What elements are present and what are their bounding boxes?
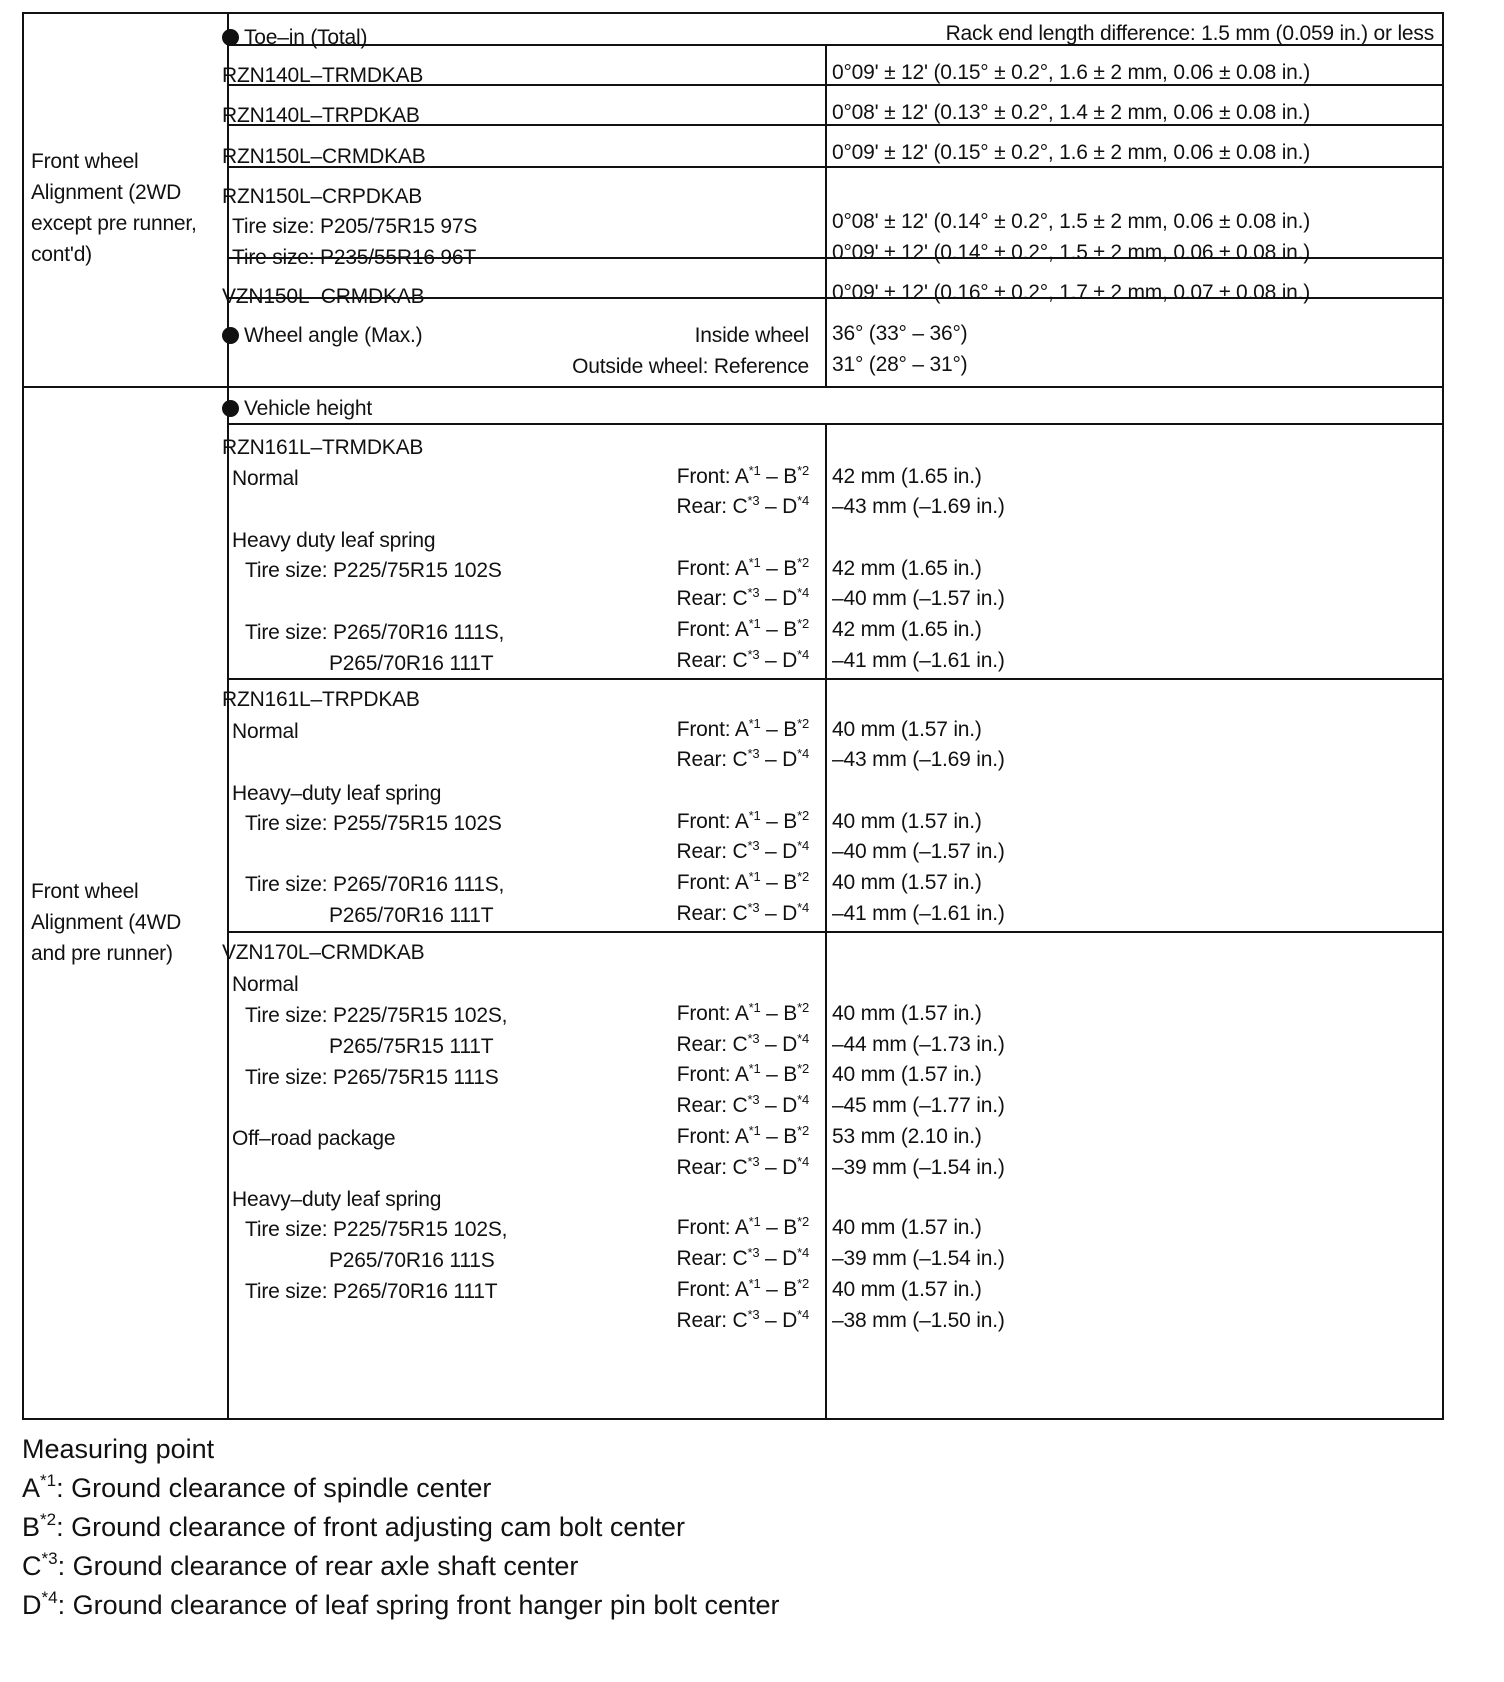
- front-measure-label: Front: $A^{*1} - B^{*2}$: [676, 616, 809, 641]
- height-value: 42 mm (1.65 in.): [832, 465, 982, 488]
- outside-wheel-value: 31° (28° – 31°): [832, 353, 968, 376]
- front-measure-label: Front: $A^{*1} - B^{*2}$: [676, 808, 809, 833]
- tire-size: P265/70R16 111T: [329, 652, 494, 675]
- toe-in-value: 0°09' ± 12' (0.14° ± 0.2°, 1.5 ± 2 mm, 0.06 ± 0.08 in.): [832, 241, 1311, 264]
- model-name: VZN170L–CRMDKAB: [222, 941, 425, 964]
- outside-wheel-label: Outside wheel: Reference: [572, 355, 809, 378]
- rear-measure-label: Rear: $C^{*3} - D^{*4}$: [676, 1092, 809, 1117]
- model-name: RZN150L–CRPDKAB: [222, 185, 423, 208]
- height-value: –41 mm (–1.61 in.): [832, 649, 1005, 672]
- bullet-icon: [222, 327, 239, 344]
- model-name: RZN161L–TRPDKAB: [222, 688, 420, 711]
- rear-measure-label: Rear: $C^{*3} - D^{*4}$: [676, 1031, 809, 1056]
- spec-label: Normal: [232, 973, 299, 996]
- height-value: –43 mm (–1.69 in.): [832, 495, 1005, 518]
- height-value: –43 mm (–1.69 in.): [832, 748, 1005, 771]
- spec-label: Normal: [232, 467, 299, 490]
- toe-in-value: 0°08' ± 12' (0.13° ± 0.2°, 1.4 ± 2 mm, 0.06 ± 0.08 in.): [832, 101, 1311, 124]
- height-value: 40 mm (1.57 in.): [832, 1216, 982, 1239]
- vehicle-height-heading: Vehicle height: [222, 397, 372, 421]
- tire-size: P265/70R16 111S: [329, 1249, 495, 1272]
- spec-label: Heavy–duty leaf spring: [232, 782, 442, 805]
- rear-measure-label: Rear: $C^{*3} - D^{*4}$: [676, 746, 809, 771]
- tire-size: P265/75R15 111T: [329, 1035, 494, 1058]
- toe-in-value: 0°08' ± 12' (0.14° ± 0.2°, 1.5 ± 2 mm, 0.06 ± 0.08 in.): [832, 210, 1311, 233]
- tire-size: Tire size: P265/70R16 111S,: [245, 621, 505, 644]
- bullet-icon: [222, 29, 239, 46]
- tire-size: Tire size: P225/75R15 102S,: [245, 1218, 508, 1241]
- rear-measure-label: Rear: $C^{*3} - D^{*4}$: [676, 1154, 809, 1179]
- rear-measure-label: Rear: $C^{*3} - D^{*4}$: [676, 1245, 809, 1270]
- divider: [1442, 14, 1444, 1418]
- front-measure-label: Front: $A^{*1} - B^{*2}$: [676, 716, 809, 741]
- height-value: –40 mm (–1.57 in.): [832, 587, 1005, 610]
- spec-label: Normal: [232, 720, 299, 743]
- divider: [227, 931, 1442, 933]
- height-value: –41 mm (–1.61 in.): [832, 902, 1005, 925]
- height-value: 53 mm (2.10 in.): [832, 1125, 982, 1148]
- model-name: RZN150L–CRMDKAB: [222, 145, 426, 168]
- toe-in-value: 0°09' ± 12' (0.16° ± 0.2°, 1.7 ± 2 mm, 0.07 ± 0.08 in.): [832, 281, 1311, 304]
- tire-size: Tire size: P265/70R16 111T: [245, 1280, 498, 1303]
- spec-label: Heavy duty leaf spring: [232, 529, 436, 552]
- front-measure-label: Front: $A^{*1} - B^{*2}$: [676, 1061, 809, 1086]
- note-item: $B^{*2}$: Ground clearance of front adjusting cam bolt center: [22, 1510, 685, 1542]
- rear-measure-label: Rear: $C^{*3} - D^{*4}$: [676, 585, 809, 610]
- front-measure-label: Front: $A^{*1} - B^{*2}$: [676, 555, 809, 580]
- tire-size: Tire size: P225/75R15 102S,: [245, 1004, 508, 1027]
- height-value: –44 mm (–1.73 in.): [832, 1033, 1005, 1056]
- note-item: $C^{*3}$: Ground clearance of rear axle shaft center: [22, 1549, 579, 1581]
- rear-measure-label: Rear: $C^{*3} - D^{*4}$: [676, 493, 809, 518]
- height-value: 42 mm (1.65 in.): [832, 557, 982, 580]
- rear-measure-label: Rear: $C^{*3} - D^{*4}$: [676, 900, 809, 925]
- tire-size: Tire size: P205/75R15 97S: [232, 215, 478, 238]
- model-name: VZN150L–CRMDKAB: [222, 285, 425, 308]
- height-value: –39 mm (–1.54 in.): [832, 1247, 1005, 1270]
- rear-measure-label: Rear: $C^{*3} - D^{*4}$: [676, 838, 809, 863]
- divider: [825, 44, 827, 387]
- divider: [227, 14, 229, 1418]
- divider: [227, 423, 1442, 425]
- category-label: Front wheel Alignment (4WD and pre runner): [31, 880, 182, 965]
- rear-measure-label: Rear: $C^{*3} - D^{*4}$: [676, 1307, 809, 1332]
- divider: [825, 424, 827, 1418]
- rear-measure-label: Rear: $C^{*3} - D^{*4}$: [676, 647, 809, 672]
- height-value: –40 mm (–1.57 in.): [832, 840, 1005, 863]
- height-value: 40 mm (1.57 in.): [832, 810, 982, 833]
- tire-size: Tire size: P265/70R16 111S,: [245, 873, 505, 896]
- front-measure-label: Front: $A^{*1} - B^{*2}$: [676, 1000, 809, 1025]
- note-item: $A^{*1}$: Ground clearance of spindle center: [22, 1471, 492, 1503]
- height-value: –38 mm (–1.50 in.): [832, 1309, 1005, 1332]
- note-item: $D^{*4}$: Ground clearance of leaf spring front hanger pin bolt center: [22, 1588, 780, 1620]
- tire-size: Tire size: P255/75R15 102S: [245, 812, 502, 835]
- bullet-icon: [222, 400, 239, 417]
- height-value: 40 mm (1.57 in.): [832, 1063, 982, 1086]
- measuring-point-notes: [22, 1430, 780, 1625]
- category-label: Front wheel Alignment (2WD except pre runner, cont'd): [31, 150, 197, 266]
- front-measure-label: Front: $A^{*1} - B^{*2}$: [676, 869, 809, 894]
- toe-in-value: 0°09' ± 12' (0.15° ± 0.2°, 1.6 ± 2 mm, 0.06 ± 0.08 in.): [832, 61, 1311, 84]
- toe-in-value: 0°09' ± 12' (0.15° ± 0.2°, 1.6 ± 2 mm, 0.06 ± 0.08 in.): [832, 141, 1311, 164]
- tire-size: Tire size: P235/55R16 96T: [232, 246, 477, 269]
- divider: [24, 386, 1442, 388]
- model-name: RZN161L–TRMDKAB: [222, 436, 424, 459]
- height-value: 42 mm (1.65 in.): [832, 618, 982, 641]
- front-measure-label: Front: $A^{*1} - B^{*2}$: [676, 1276, 809, 1301]
- inside-wheel-value: 36° (33° – 36°): [832, 322, 968, 345]
- toe-in-heading: Toe–in (Total): [222, 26, 367, 50]
- inside-wheel-label: Inside wheel: [694, 324, 809, 347]
- model-name: RZN140L–TRMDKAB: [222, 64, 424, 87]
- height-value: 40 mm (1.57 in.): [832, 1278, 982, 1301]
- height-value: 40 mm (1.57 in.): [832, 718, 982, 741]
- spec-label: Heavy–duty leaf spring: [232, 1188, 442, 1211]
- wheel-angle-heading: Wheel angle (Max.): [222, 324, 422, 348]
- notes-title: Measuring point: [22, 1434, 215, 1464]
- tire-size: Tire size: P265/75R15 111S: [245, 1066, 499, 1089]
- tire-size: Tire size: P225/75R15 102S: [245, 559, 502, 582]
- divider: [227, 678, 1442, 680]
- tire-size: P265/70R16 111T: [329, 904, 494, 927]
- front-measure-label: Front: $A^{*1} - B^{*2}$: [676, 1123, 809, 1148]
- front-measure-label: Front: $A^{*1} - B^{*2}$: [676, 463, 809, 488]
- front-measure-label: Front: $A^{*1} - B^{*2}$: [676, 1214, 809, 1239]
- toe-in-note: Rack end length difference: 1.5 mm (0.059 in.) or less: [945, 22, 1434, 45]
- height-value: 40 mm (1.57 in.): [832, 1002, 982, 1025]
- height-value: –45 mm (–1.77 in.): [832, 1094, 1005, 1117]
- model-name: RZN140L–TRPDKAB: [222, 104, 420, 127]
- height-value: –39 mm (–1.54 in.): [832, 1156, 1005, 1179]
- spec-label: Off–road package: [232, 1127, 396, 1150]
- height-value: 40 mm (1.57 in.): [832, 871, 982, 894]
